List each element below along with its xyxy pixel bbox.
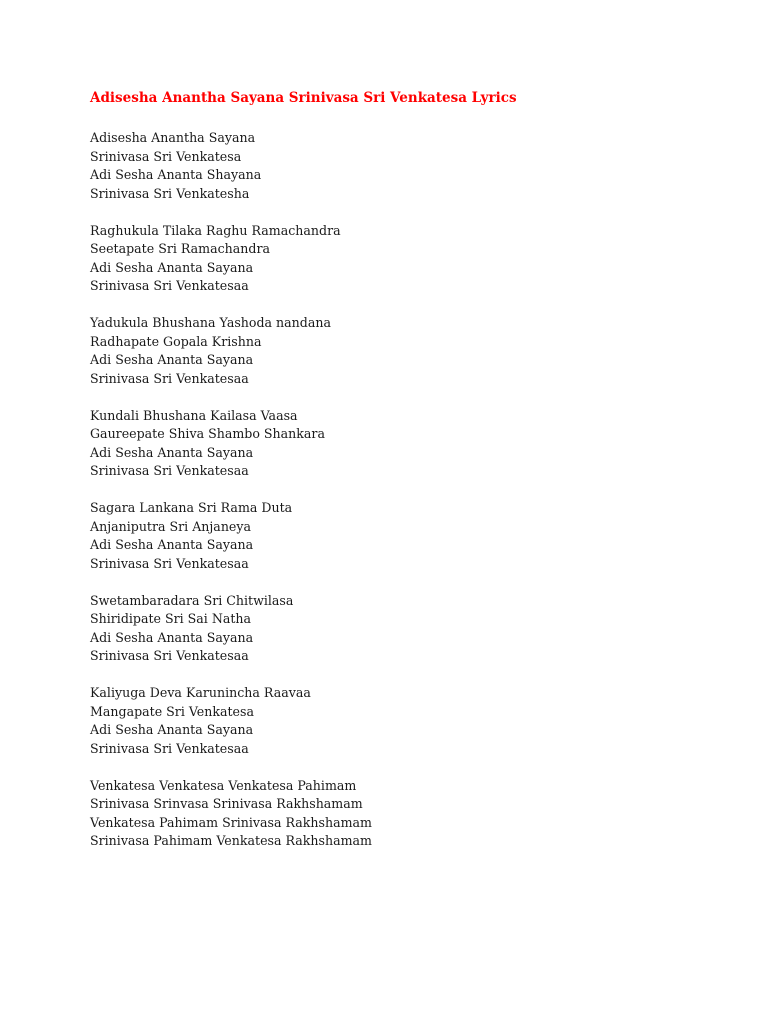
lyrics-line: Yadukula Bhushana Yashoda nandana	[90, 315, 331, 330]
lyrics-line: Shiridipate Sri Sai Natha	[90, 611, 252, 626]
lyrics-line: Srinivasa Srinvasa Srinivasa Rakhshamam	[90, 796, 363, 811]
lyrics-line: Radhapate Gopala Krishna	[90, 333, 262, 349]
lyrics-line: Sagara Lankana Sri Rama Duta	[90, 500, 293, 515]
lyrics-line: Adisesha Anantha Sayana	[90, 130, 256, 145]
lyrics-line: Srinivasa Sri Venkatesa	[90, 148, 242, 164]
lyrics-line: Srinivasa Sri Venkatesaa	[90, 648, 249, 663]
lyrics-line: Adi Sesha Ananta Sayana	[90, 629, 254, 645]
lyrics-stanza	[90, 314, 730, 388]
lyrics-stanza	[90, 684, 730, 758]
lyrics-stanza	[90, 592, 730, 666]
lyrics-line: Swetambaradara Sri Chitwilasa	[90, 592, 294, 608]
lyrics-body	[90, 129, 730, 869]
lyrics-line: Srinivasa Sri Venkatesaa	[90, 370, 249, 386]
lyrics-line: Srinivasa Sri Venkatesaa	[90, 278, 249, 293]
lyrics-line: Mangapate Sri Venkatesa	[90, 703, 254, 719]
lyrics-line: Seetapate Sri Ramachandra	[90, 241, 270, 256]
lyrics-line: Adi Sesha Ananta Sayana	[90, 537, 254, 552]
lyrics-line: Adi Sesha Ananta Shayana	[90, 167, 262, 182]
lyrics-line: Srinivasa Sri Venkatesaa	[90, 555, 249, 571]
lyrics-line: Kaliyuga Deva Karunincha Raavaa	[90, 685, 311, 700]
lyrics-stanza	[90, 777, 730, 851]
lyrics-line: Raghukula Tilaka Raghu Ramachandra	[90, 222, 341, 238]
document-title: Adisesha Anantha Sayana Srinivasa Sri Venkatesa Lyrics	[90, 90, 517, 106]
lyrics-stanza	[90, 129, 730, 203]
lyrics-line: Srinivasa Sri Venkatesaa	[90, 463, 249, 478]
lyrics-line: Venkatesa Venkatesa Venkatesa Pahimam	[90, 777, 357, 793]
lyrics-line: Srinivasa Pahimam Venkatesa Rakhshamam	[90, 833, 372, 848]
lyrics-line: Srinivasa Sri Venkatesha	[90, 185, 250, 201]
lyrics-line: Anjaniputra Sri Anjaneya	[90, 518, 252, 534]
lyrics-line: Kundali Bhushana Kailasa Vaasa	[90, 407, 298, 423]
lyrics-line: Adi Sesha Ananta Sayana	[90, 444, 254, 460]
lyrics-line: Srinivasa Sri Venkatesaa	[90, 740, 249, 756]
lyrics-line: Venkatesa Pahimam Srinivasa Rakhshamam	[90, 814, 372, 830]
lyrics-stanza	[90, 499, 730, 573]
lyrics-line: Adi Sesha Ananta Sayana	[90, 352, 254, 367]
lyrics-stanza	[90, 407, 730, 481]
lyrics-line: Gaureepate Shiva Shambo Shankara	[90, 426, 325, 441]
lyrics-line: Adi Sesha Ananta Sayana	[90, 722, 254, 737]
lyrics-line: Adi Sesha Ananta Sayana	[90, 259, 254, 275]
lyrics-stanza	[90, 222, 730, 296]
